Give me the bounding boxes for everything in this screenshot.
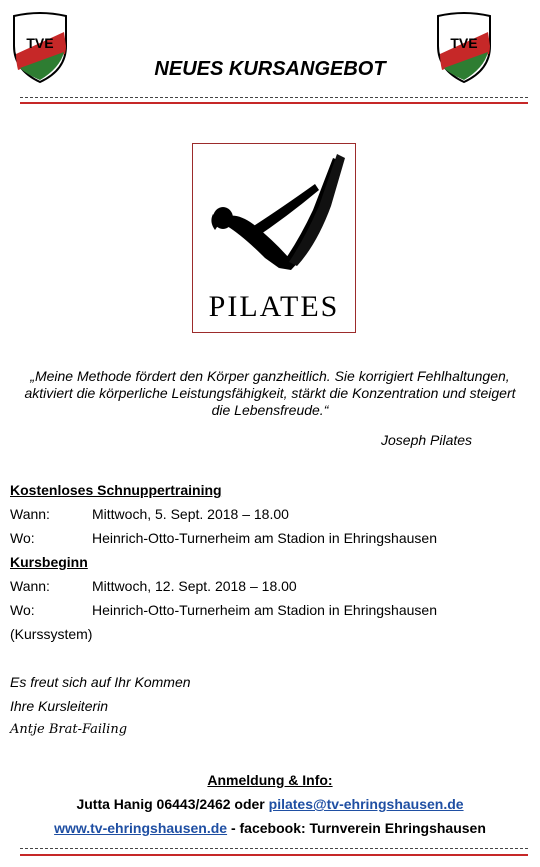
closing-line-2: Ihre Kursleiterin	[10, 698, 109, 714]
red-divider-top	[20, 102, 528, 104]
course-note: (Kurssystem)	[10, 626, 93, 642]
contact-line-2	[0, 820, 540, 836]
course-where-label: Wo:	[10, 602, 35, 618]
facebook-text: - facebook: Turnverein Ehringshausen	[227, 820, 486, 836]
page-title: NEUES KURSANGEBOT	[154, 58, 386, 80]
course-when-value: Mittwoch, 12. Sept. 2018 – 18.00	[92, 578, 297, 594]
signature: Antje Brat-Failing	[10, 722, 128, 737]
email-link[interactable]: pilates@tv-ehringshausen.de	[268, 796, 464, 812]
contact-heading: Anmeldung & Info:	[207, 772, 333, 788]
pilates-silhouette-icon	[193, 144, 355, 294]
dashed-divider-bottom	[20, 848, 528, 849]
svg-text:TVE: TVE	[450, 35, 478, 51]
trial-where-label: Wo:	[10, 530, 35, 546]
quote-text: „Meine Methode fördert den Körper ganzheitlich. Sie korrigiert Fehlhaltungen, aktiviert die körperliche Leistungsfähigkeit, stärkt die Konzentration und steigert die Lebensfreude.“	[24, 368, 516, 418]
svg-text:TVE: TVE	[26, 35, 54, 51]
trial-when-value: Mittwoch, 5. Sept. 2018 – 18.00	[92, 506, 289, 522]
contact-line-1	[0, 796, 540, 812]
website-link[interactable]: www.tv-ehringshausen.de	[54, 820, 228, 836]
course-when-label: Wann:	[10, 578, 50, 594]
pilates-caption: PILATES	[208, 290, 340, 323]
closing-line-1: Es freut sich auf Ihr Kommen	[10, 674, 191, 690]
course-heading: Kursbeginn	[10, 554, 88, 570]
dashed-divider-top	[20, 97, 528, 98]
trial-where-value: Heinrich-Otto-Turnerheim am Stadion in Ehringshausen	[92, 530, 437, 546]
red-divider-bottom	[20, 854, 528, 856]
contact-phone: Jutta Hanig 06443/2462 oder	[76, 796, 269, 812]
trial-heading: Kostenloses Schnuppertraining	[10, 482, 222, 498]
course-where-value: Heinrich-Otto-Turnerheim am Stadion in Ehringshausen	[92, 602, 437, 618]
pilates-image	[192, 143, 356, 333]
trial-when-label: Wann:	[10, 506, 50, 522]
quote-author: Joseph Pilates	[381, 432, 473, 448]
